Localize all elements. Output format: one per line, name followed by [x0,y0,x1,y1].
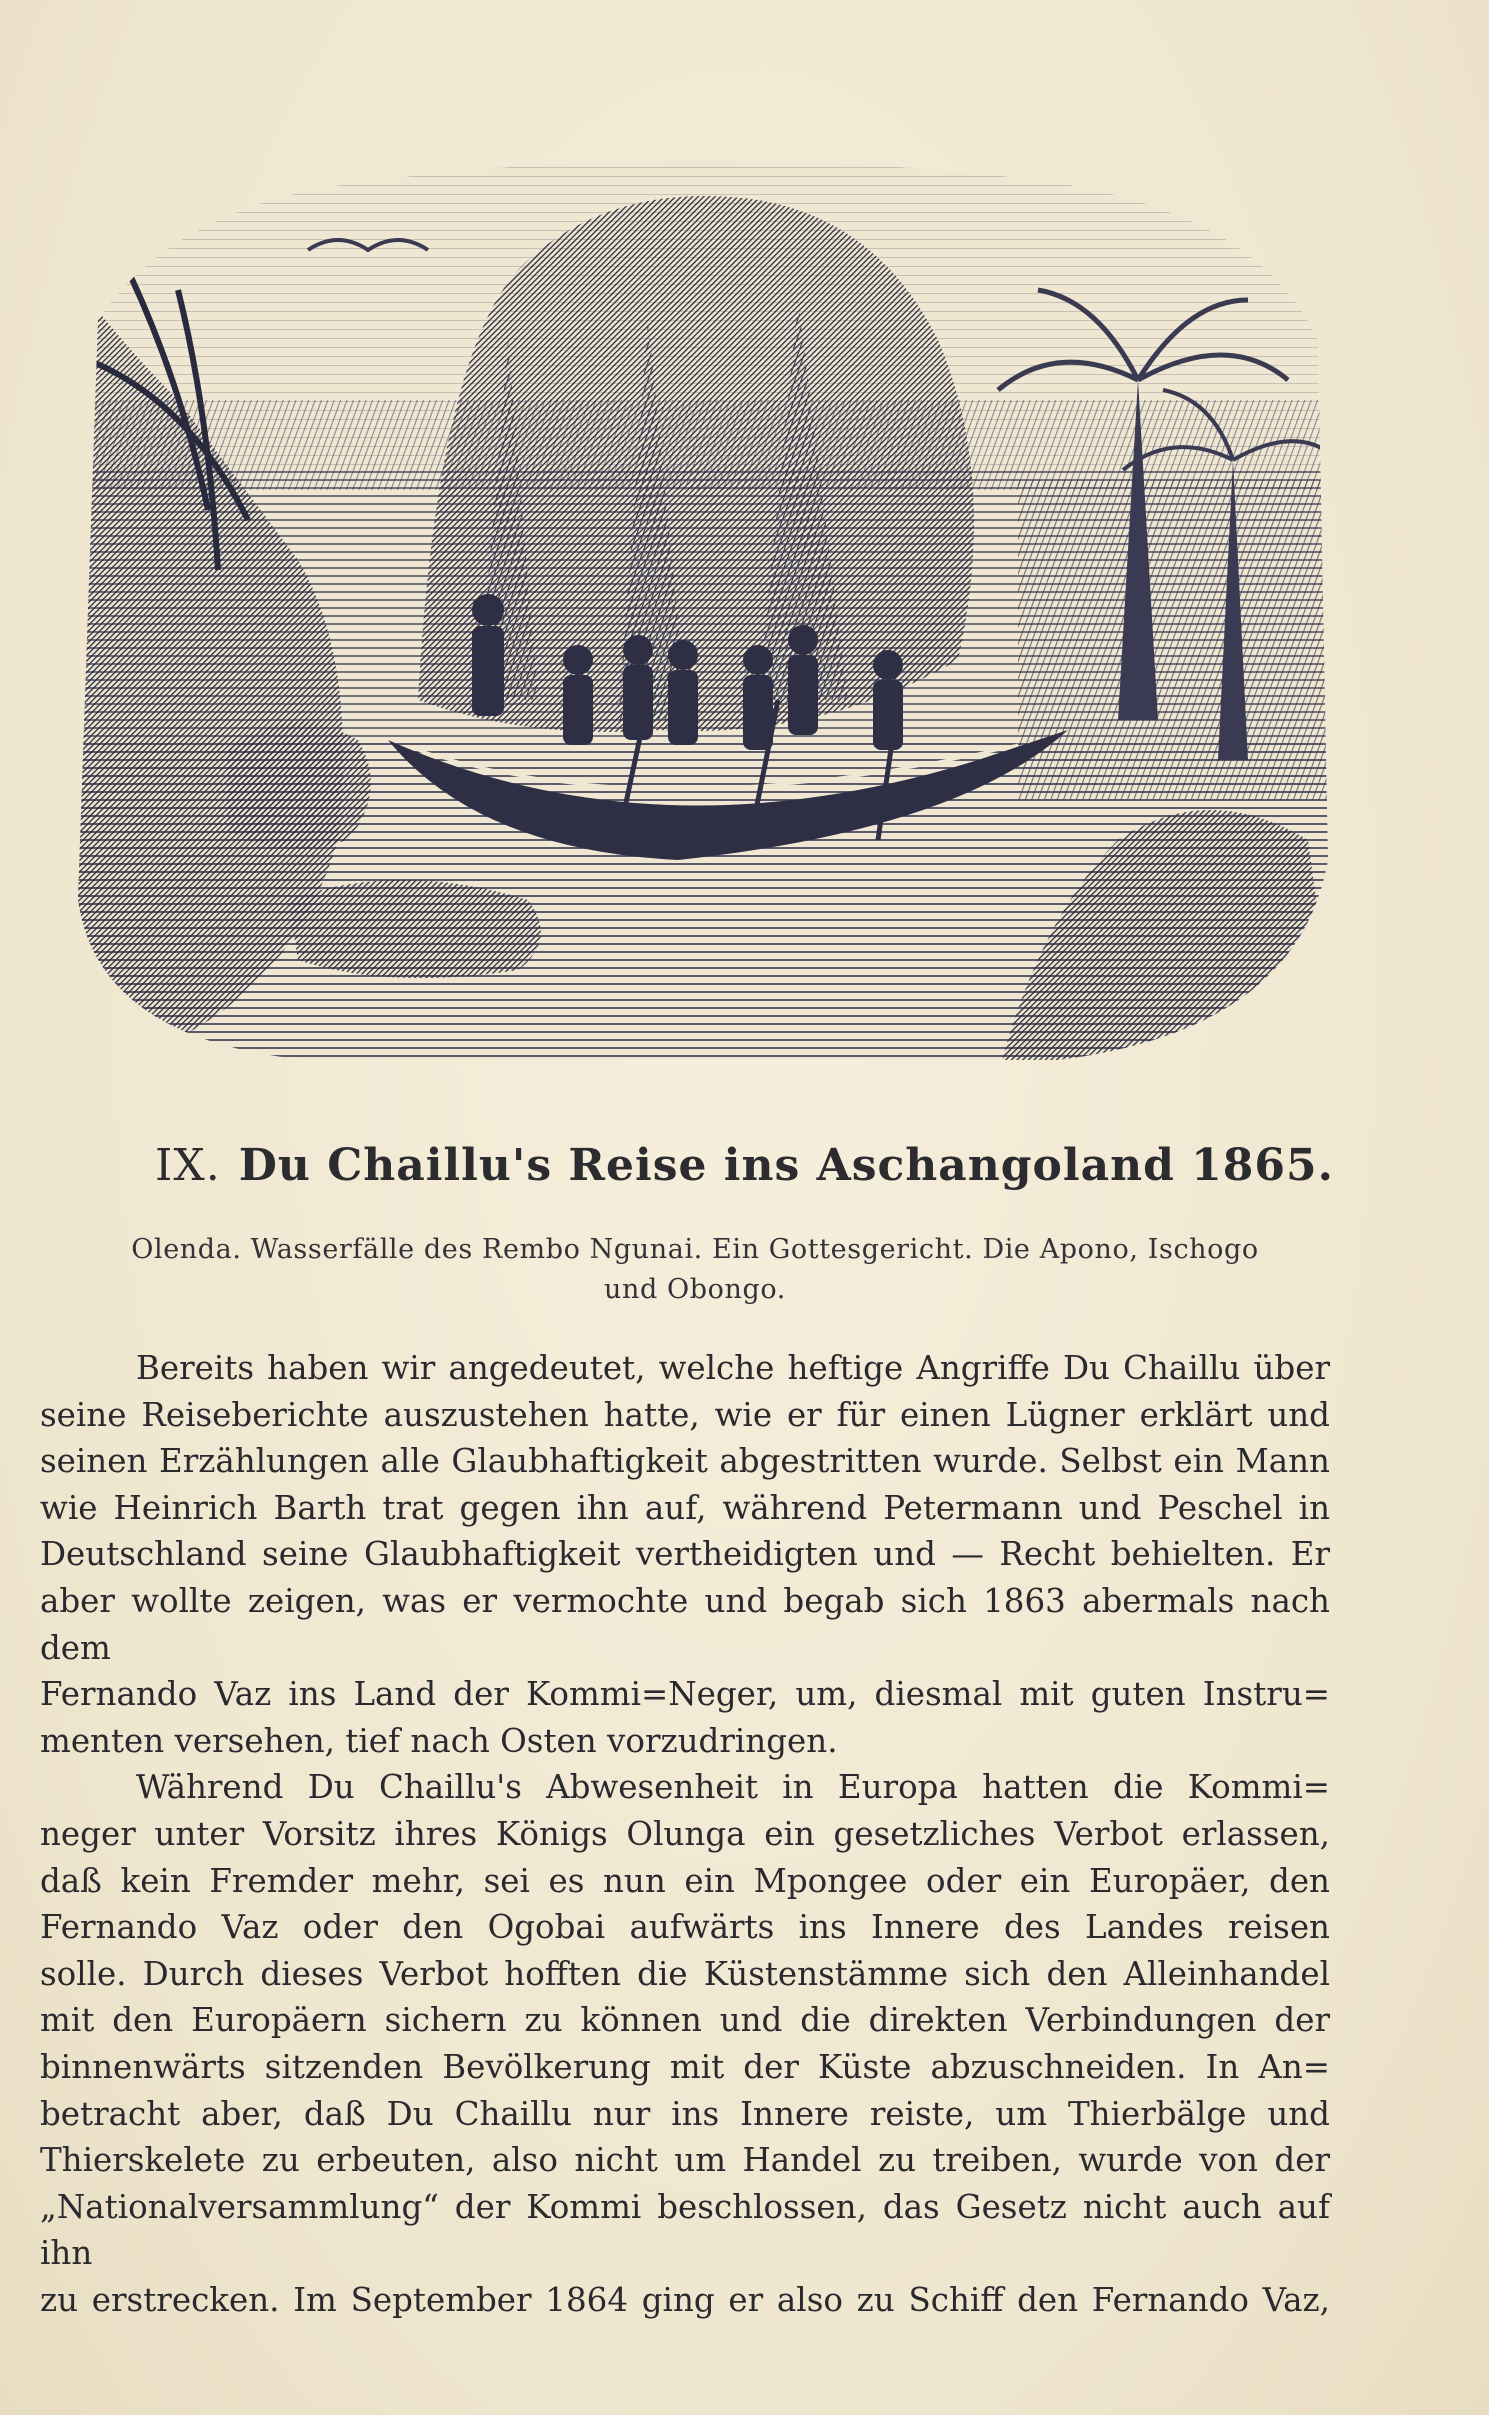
summary-line: Olenda. Wasserfälle des Rembo Ngunai. Ein Gottesgericht. Die Apono, Ischogo [131,1234,1259,1265]
engraving-illustration [58,140,1340,1075]
body-text [40,1345,1330,2323]
text-line: zu erstrecken. Im September 1864 ging er also zu Schiff den Fernando Vaz, [40,2280,1330,2319]
text-line: neger unter Vorsitz ihres Königs Olunga ein gesetzliches Verbot erlassen, [40,1814,1330,1853]
summary-line: und Obongo. [604,1274,786,1305]
paragraph [40,1764,1330,2323]
text-line: Bereits haben wir angedeutet, welche heftige Angriffe Du Chaillu über [136,1349,1330,1387]
text-line: wie Heinrich Barth trat gegen ihn auf, während Petermann und Peschel in [40,1488,1330,1527]
text-line: Deutschland seine Glaubhaftigkeit vertheidigten und — Recht behielten. Er [40,1535,1330,1574]
text-line: Fernando Vaz oder den Ogobai aufwärts ins Innere des Landes reisen [40,1908,1330,1947]
text-line: seine Reiseberichte auszustehen hatte, wie er für einen Lügner erklärt und [40,1395,1330,1434]
chapter-number: IX. [155,1140,221,1191]
text-line: Thierskelete zu erbeuten, also nicht um Handel zu treiben, wurde von der [40,2141,1330,2180]
text-line: menten versehen, tief nach Osten vorzudringen. [40,1721,838,1760]
text-line: betracht aber, daß Du Chaillu nur ins Innere reiste, um Thierbälge und [40,2094,1330,2133]
chapter-title: Du Chaillu's Reise ins Aschangoland 1865. [238,1140,1334,1191]
text-line: solle. Durch dieses Verbot hofften die Küstenstämme sich den Alleinhandel [40,1954,1330,1993]
text-line: aber wollte zeigen, was er vermochte und begab sich 1863 abermals nach dem [40,1581,1330,1667]
paragraph [40,1345,1330,1764]
canoe-river-scene [58,140,1340,1075]
text-line: binnenwärts sitzenden Bevölkerung mit der Küste abzuschneiden. In An= [40,2047,1330,2086]
chapter-summary [50,1230,1340,1310]
text-line: Fernando Vaz ins Land der Kommi=Neger, um, diesmal mit guten Instru= [40,1675,1330,1714]
text-line: seinen Erzählungen alle Glaubhaftigkeit abgestritten wurde. Selbst ein Mann [40,1442,1330,1481]
text-line: daß kein Fremder mehr, sei es nun ein Mpongee oder ein Europäer, den [40,1861,1330,1900]
chapter-heading [0,1140,1489,1191]
text-line: Während Du Chaillu's Abwesenheit in Europa hatten die Kommi= [136,1768,1330,1807]
text-line: „Nationalversammlung“ der Kommi beschlossen, das Gesetz nicht auch auf ihn [40,2187,1330,2273]
text-line: mit den Europäern sichern zu können und die direkten Verbindungen der [40,2001,1330,2040]
